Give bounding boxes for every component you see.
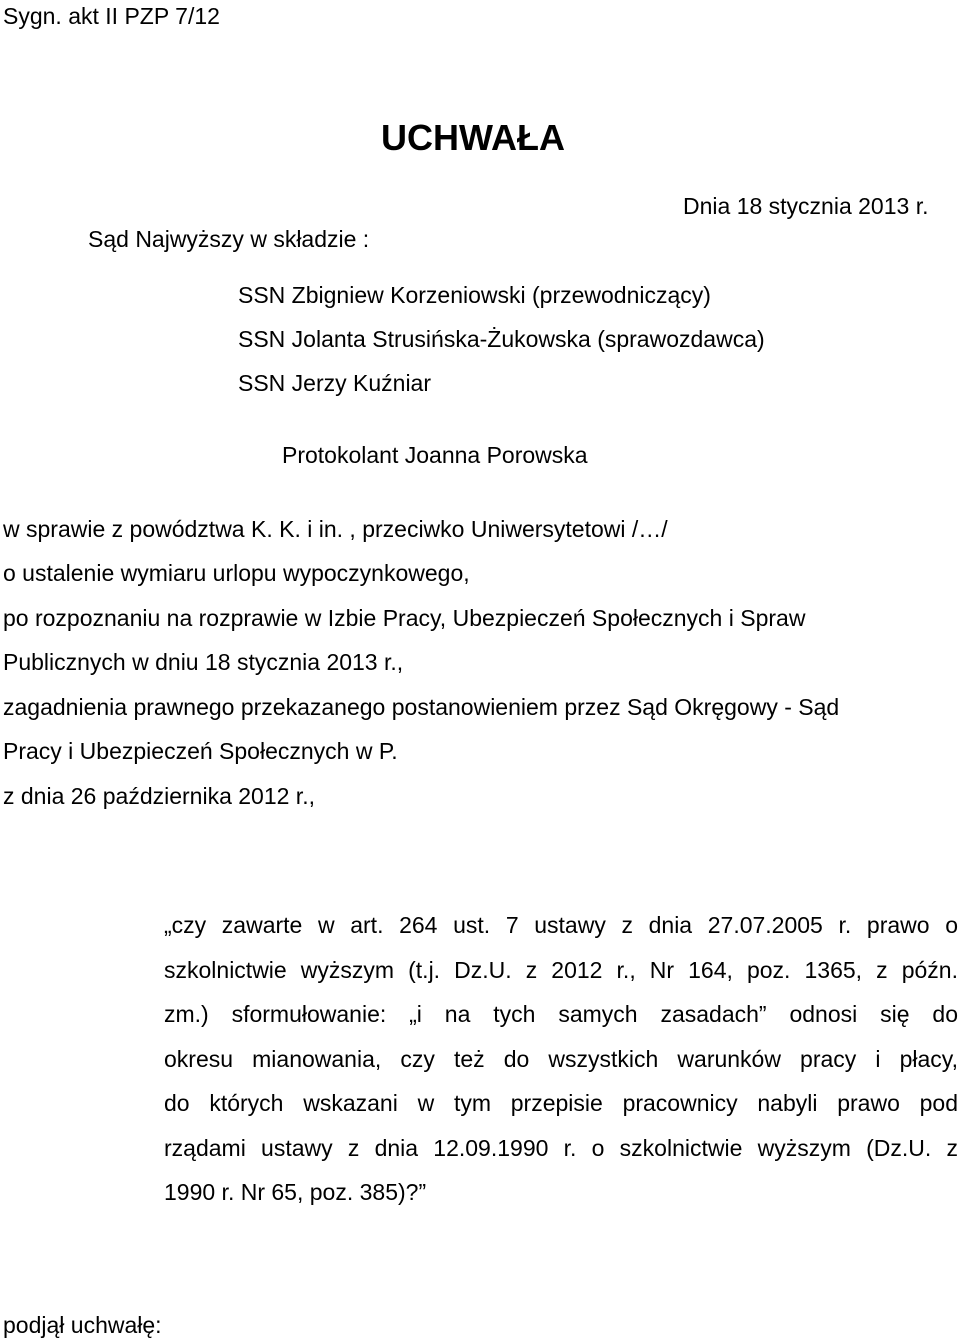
judge-rapporteur: SSN Jolanta Strusińska-Żukowska (sprawozdawca): [238, 326, 765, 352]
question-line: do których wskazani w tym przepisie pracownicy nabyli prawo pod: [164, 1090, 958, 1116]
question-line: „czy zawarte w art. 264 ust. 7 ustawy z dnia 27.07.2005 r. prawo o: [164, 912, 958, 938]
question-line: szkolnictwie wyższym (t.j. Dz.U. z 2012 r., Nr 164, poz. 1365, z późn.: [164, 956, 958, 983]
case-line: po rozpoznaniu na rozprawie w Izbie Pracy, Ubezpieczeń Społecznych i Spraw: [3, 605, 806, 631]
judge-member: SSN Jerzy Kuźniar: [238, 370, 432, 396]
question-line: okresu mianowania, czy też do wszystkich warunków pracy i płacy,: [164, 1045, 958, 1072]
case-line: zagadnienia prawnego przekazanego postanowieniem przez Sąd Okręgowy - Sąd: [3, 694, 840, 720]
document-date: Dnia 18 stycznia 2013 r.: [683, 193, 929, 219]
case-line: o ustalenie wymiaru urlopu wypoczynkowego,: [3, 560, 470, 586]
case-number: Sygn. akt II PZP 7/12: [3, 3, 220, 29]
judge-presiding: SSN Zbigniew Korzeniowski (przewodniczący): [238, 282, 711, 308]
document-title: UCHWAŁA: [381, 117, 565, 158]
case-line: Publicznych w dniu 18 stycznia 2013 r.,: [3, 649, 404, 675]
legal-question: [164, 903, 958, 1215]
case-line: w sprawie z powództwa K. K. i in. , przeciwko Uniwersytetowi /…/: [3, 516, 668, 542]
court-composition-label: Sąd Najwyższy w składzie :: [88, 226, 370, 252]
case-line: z dnia 26 października 2012 r.,: [3, 783, 315, 809]
resolution-intro: podjął uchwałę:: [3, 1312, 162, 1338]
case-line: Pracy i Ubezpieczeń Społecznych w P.: [3, 738, 398, 764]
question-line: 1990 r. Nr 65, poz. 385)?”: [164, 1179, 427, 1205]
clerk: Protokolant Joanna Porowska: [282, 442, 588, 468]
question-line: rządami ustawy z dnia 12.09.1990 r. o szkolnictwie wyższym (Dz.U. z: [164, 1134, 958, 1161]
question-line: zm.) sformułowanie: „i na tych samych zasadach” odnosi się do: [164, 1001, 958, 1027]
